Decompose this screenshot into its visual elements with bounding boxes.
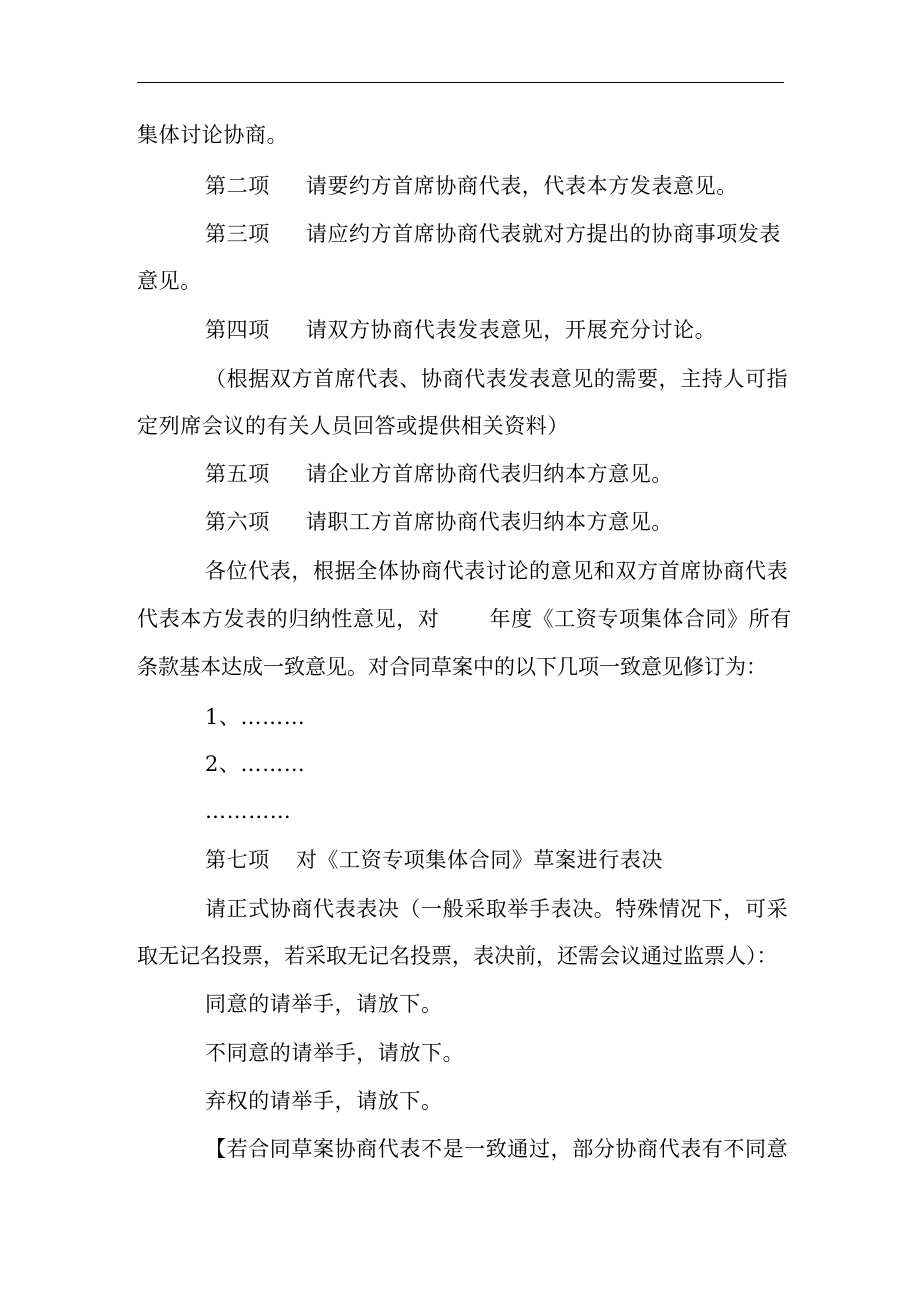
paragraph-line: 集体讨论协商。	[137, 123, 289, 147]
agenda-item-7: 第七项 对《工资专项集体合同》草案进行表决	[205, 848, 664, 872]
vote-line: 弃权的请举手，请放下。	[205, 1089, 443, 1113]
paragraph-line: 代表本方发表的归纳性意见，对 年度《工资专项集体合同》所有	[137, 607, 792, 631]
agenda-item-6: 第六项 请职工方首席协商代表归纳本方意见。	[205, 510, 674, 534]
note-line: 定列席会议的有关人员回答或提供相关资料）	[137, 414, 569, 438]
item-label: 第五项	[205, 462, 270, 486]
paragraph-line: 意见。	[137, 269, 202, 293]
paragraph-line: 【若合同草案协商代表不是一致通过，部分协商代表有不同意	[205, 1137, 789, 1161]
paragraph-line: 各位代表，根据全体协商代表讨论的意见和双方首席协商代表	[205, 559, 789, 583]
vote-line: 同意的请举手，请放下。	[205, 992, 443, 1016]
vote-line: 不同意的请举手，请放下。	[205, 1041, 465, 1065]
item-label: 第四项	[205, 318, 270, 342]
paragraph-line: 请正式协商代表表决（一般采取举手表决。特殊情况下，可采	[205, 897, 789, 921]
list-item: 2、………	[205, 752, 306, 776]
item-label: 第三项	[205, 222, 270, 246]
paragraph-line: 取无记名投票，若采取无记名投票，表决前，还需会议通过监票人）：	[137, 944, 778, 968]
item-label: 第六项	[205, 510, 270, 534]
paragraph-line: 条款基本达成一致意见。对合同草案中的以下几项一致意见修订为：	[137, 655, 767, 679]
agenda-item-3: 第三项 请应约方首席协商代表就对方提出的协商事项发表	[205, 222, 782, 246]
agenda-item-2: 第二项 请要约方首席协商代表，代表本方发表意见。	[205, 174, 738, 198]
item-label: 第七项	[205, 848, 270, 872]
item-label: 第二项	[205, 174, 270, 198]
note-line: （根据双方首席代表、协商代表发表意见的需要，主持人可指	[205, 367, 789, 391]
agenda-item-5: 第五项 请企业方首席协商代表归纳本方意见。	[205, 462, 674, 486]
agenda-item-4: 第四项 请双方协商代表发表意见，开展充分讨论。	[205, 318, 717, 342]
header-rule	[137, 82, 784, 83]
list-item: 1、………	[205, 705, 306, 729]
ellipsis-line: …………	[205, 799, 292, 823]
